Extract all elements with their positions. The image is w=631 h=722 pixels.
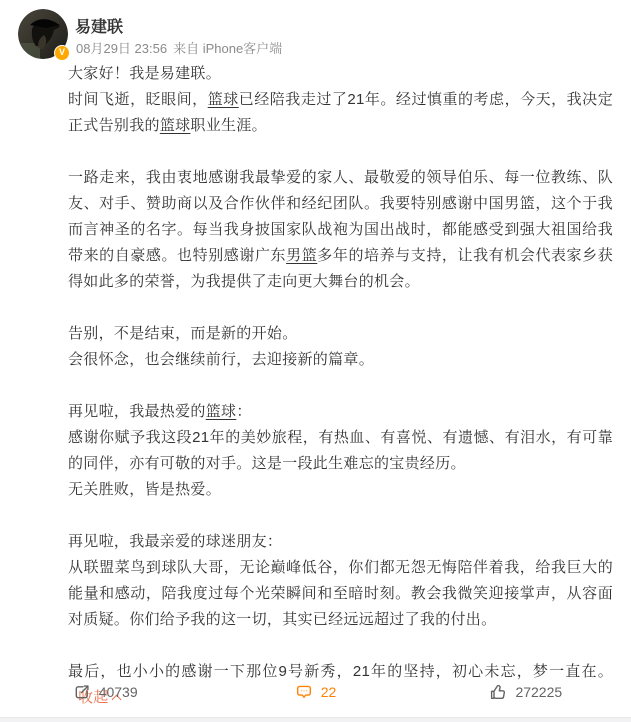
text-segment: 再见啦，我最热爱的	[68, 403, 206, 420]
text-segment: 会很怀念，也会继续前行，去迎接新的篇章。	[68, 351, 375, 368]
text-segment: 多年的培养与支持，让我有机会代表家乡获得如此多的荣誉，为我提供了走向更大舞台的机会。	[68, 247, 614, 290]
keyword-link[interactable]: 篮球	[207, 91, 239, 108]
text-segment: 职业生涯。	[190, 117, 267, 134]
collapse-label: 收起	[78, 689, 109, 706]
post-paragraph	[68, 61, 613, 139]
keyword-link[interactable]: 篮球	[205, 403, 237, 420]
post-paragraph	[68, 165, 613, 295]
share-icon	[73, 683, 91, 701]
text-segment: ：	[236, 403, 252, 420]
post-timestamp: 08月29日 23:56	[76, 41, 168, 56]
post-text-line	[68, 61, 613, 87]
post-text-line	[68, 399, 613, 425]
verified-badge-icon: V	[54, 45, 70, 61]
text-segment: 无关胜败，皆是热爱。	[68, 481, 222, 498]
share-button[interactable]	[0, 683, 210, 701]
keyword-link[interactable]: 男篮	[286, 247, 318, 264]
author-name[interactable]: 易建联	[75, 19, 124, 36]
post-text-line	[68, 87, 613, 139]
comment-icon	[295, 683, 313, 701]
post-text-line	[68, 165, 613, 295]
post-text-line	[68, 347, 613, 373]
like-button[interactable]	[421, 683, 631, 701]
post-header	[0, 0, 631, 62]
post-paragraph	[68, 529, 613, 633]
text-segment: 感谢你赋予我这段21年的美妙旅程，有热血、有喜悦、有遗憾、有泪水，有可靠的同伴，亦有可敬的对手。这是一段此生难忘的宝贵经历。	[68, 429, 613, 472]
text-segment: 一路走来，我由衷地感谢我最挚爱的家人、最敬爱的领导伯乐、每一位教练、队友、对手、赞助商以及合作伙伴和经纪团队。我要特别感谢中国男篮，这个于我而言神圣的名字。每当我身披国家队战袍为国出战时，都能感受到强大祖国给我带来的自豪感。也特别感谢广东	[68, 169, 613, 264]
share-count: 40739	[98, 684, 138, 700]
post-paragraph	[68, 321, 613, 373]
thumbs-up-icon	[489, 683, 507, 701]
comment-button[interactable]	[210, 683, 420, 701]
post-meta	[76, 38, 288, 57]
text-segment: 最后，也小小的感谢一下那位9号新秀，21年的坚持，初心未忘，梦一直在。	[68, 663, 613, 680]
text-segment: 时间飞逝，眨眼间，	[68, 91, 208, 108]
text-segment: 已经陪我走过了21年。经过慎重的考虑，今天，我决定正式告别我的	[68, 91, 613, 134]
post-source: 来自 iPhone客户端	[173, 41, 283, 56]
section-divider	[0, 717, 631, 722]
avatar[interactable]	[18, 9, 68, 59]
comment-count: 22	[320, 684, 337, 700]
post-text-line	[68, 529, 613, 555]
text-segment: 大家好！我是易建联。	[68, 65, 222, 82]
post-text-line	[68, 477, 613, 503]
post-text	[68, 61, 613, 711]
keyword-link[interactable]: 篮球	[159, 117, 191, 134]
text-segment: 从联盟菜鸟到球队大哥，无论巅峰低谷，你们都无怨无悔陪伴着我，给我巨大的能量和感动，陪我度过每个光荣瞬间和至暗时刻。教会我微笑迎接掌声，从容面对质疑。你们给予我的这一切，其实已经远远超过了我的付出。	[68, 559, 613, 628]
post-text-line	[68, 425, 613, 477]
like-count: 272225	[515, 684, 563, 700]
post-text-line	[68, 321, 613, 347]
text-segment: 再见啦，我最亲爱的球迷朋友：	[68, 533, 283, 550]
text-segment: 告别，不是结束，而是新的开始。	[68, 325, 298, 342]
post-text-line	[68, 555, 613, 633]
action-bar	[0, 670, 631, 714]
post-paragraph	[68, 399, 613, 503]
